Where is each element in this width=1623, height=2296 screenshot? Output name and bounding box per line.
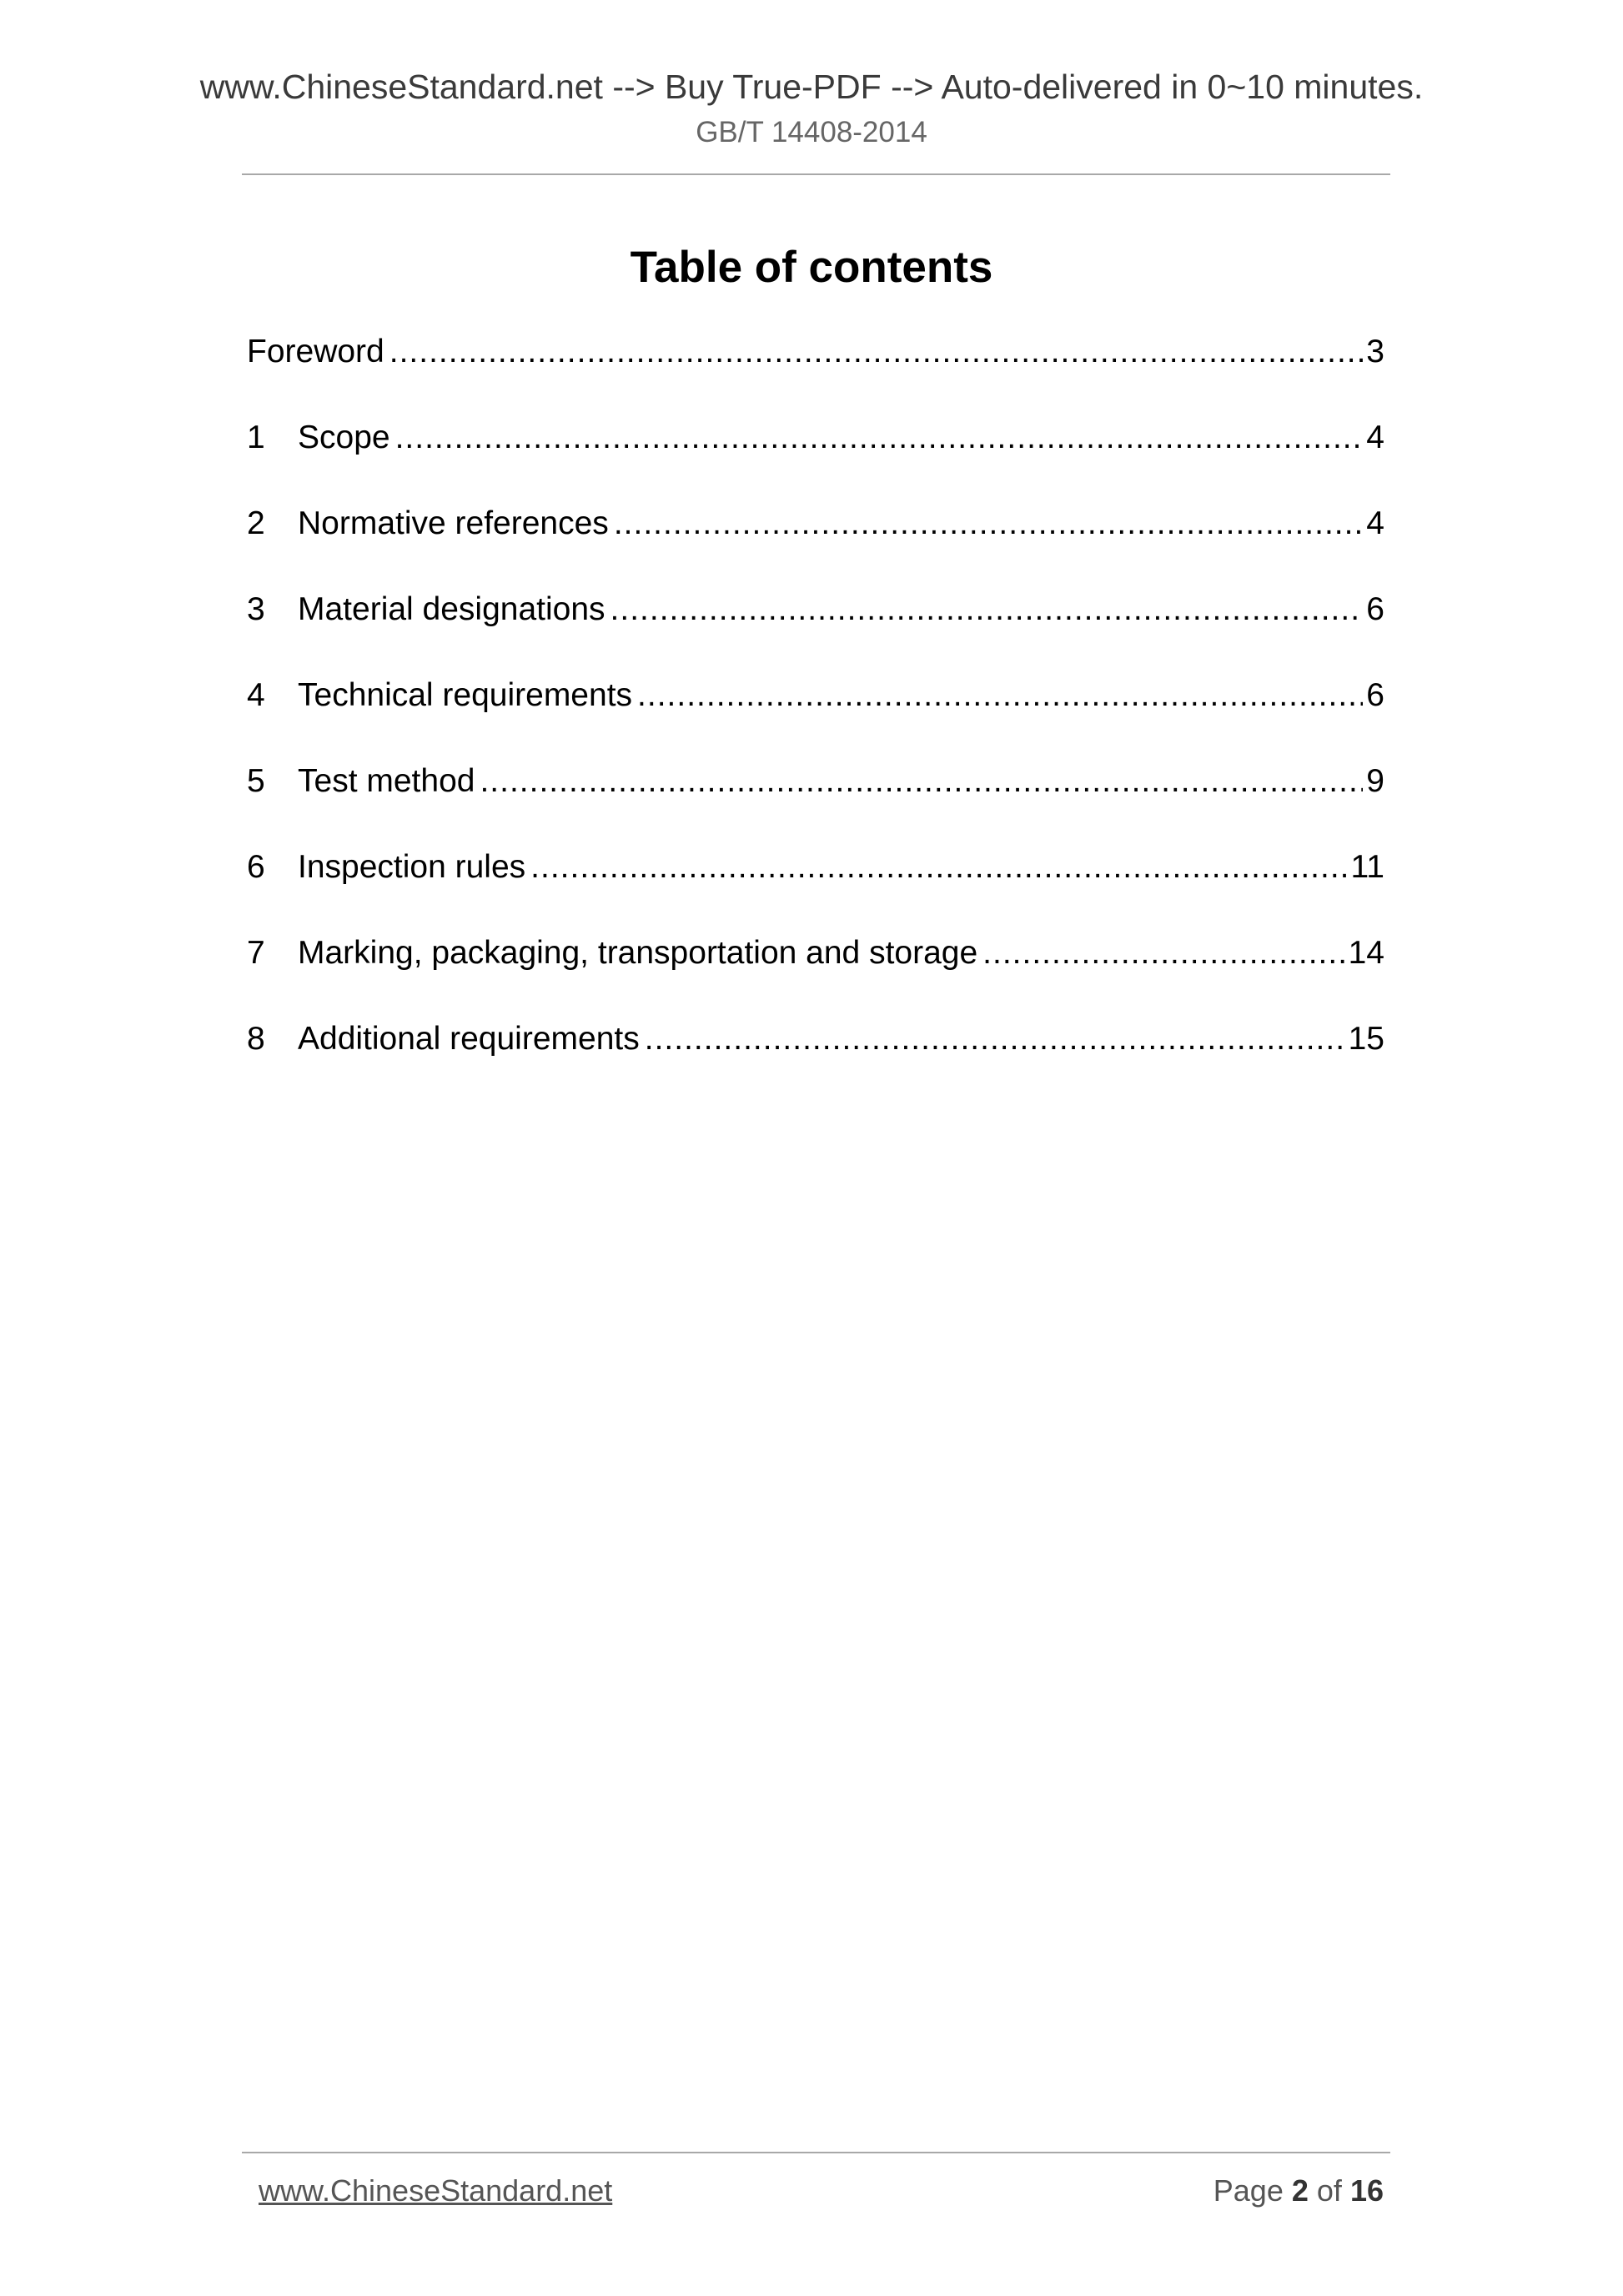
toc-dot-leader [637,671,1363,721]
toc-dot-leader [389,327,1364,377]
toc-entry-marking-packaging[interactable] [247,928,1384,1014]
toc-entry-page: 3 [1366,334,1384,369]
toc-title: Table of contents [630,243,993,292]
toc-entry-foreword[interactable] [247,327,1384,413]
toc-dot-leader [611,585,1364,635]
toc-dot-leader [480,756,1363,806]
toc-entry-page: 14 [1348,935,1384,971]
toc-entry-label: Inspection rules [298,849,526,885]
toc-entry-page: 6 [1366,591,1384,627]
toc-dot-leader [395,413,1364,463]
toc-entry-number: 7 [247,935,265,971]
toc-entry-number: 5 [247,763,265,799]
toc-entry-number: 1 [247,420,265,455]
page-separator: of [1316,2173,1342,2208]
toc-dot-leader [645,1014,1345,1064]
toc-list [247,327,1384,1100]
toc-entry-page: 4 [1366,420,1384,455]
page-number [1213,2170,1384,2212]
toc-entry-normative-references[interactable] [247,499,1384,585]
toc-entry-label: Foreword [247,334,384,369]
toc-entry-technical-requirements[interactable] [247,671,1384,756]
toc-entry-test-method[interactable] [247,756,1384,842]
toc-entry-label: Material designations [298,591,605,627]
toc-entry-label: Normative references [298,505,609,541]
page-header [0,63,1623,153]
page-prefix: Page [1213,2173,1284,2208]
toc-entry-number: 3 [247,591,265,627]
toc-entry-inspection-rules[interactable] [247,842,1384,928]
current-page: 2 [1291,2173,1309,2208]
toc-entry-page: 15 [1348,1021,1384,1057]
toc-entry-page: 6 [1366,677,1384,713]
footer-divider [242,2152,1390,2153]
header-banner: www.ChineseStandard.net --> Buy True-PDF --> Auto-delivered in 0~10 minutes. [199,68,1424,106]
toc-entry-label: Scope [298,420,390,455]
toc-entry-label: Technical requirements [298,677,633,713]
toc-entry-additional-requirements[interactable] [247,1014,1384,1100]
toc-dot-leader [982,928,1344,978]
toc-entry-number: 8 [247,1021,265,1057]
toc-entry-material-designations[interactable] [247,585,1384,671]
toc-dot-leader [530,842,1347,892]
toc-entry-label: Test method [298,763,475,799]
total-pages: 16 [1349,2173,1384,2208]
standard-code: GB/T 14408-2014 [696,116,927,148]
toc-entry-number: 4 [247,677,265,713]
toc-entry-page: 4 [1366,505,1384,541]
toc-entry-number: 2 [247,505,265,541]
toc-dot-leader [614,499,1363,549]
toc-entry-page: 9 [1366,763,1384,799]
toc-entry-page: 11 [1350,849,1384,885]
toc-entry-number: 6 [247,849,265,885]
toc-entry-label: Additional requirements [298,1021,640,1057]
header-divider [242,173,1390,175]
toc-entry-scope[interactable] [247,413,1384,499]
toc-entry-label: Marking, packaging, transportation and storage [298,935,978,971]
footer-website-link[interactable]: www.ChineseStandard.net [259,2173,613,2208]
